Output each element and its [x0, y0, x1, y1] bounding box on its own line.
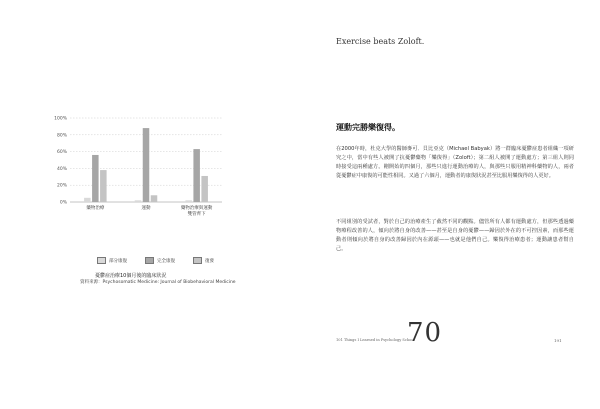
chart-source: 資料來源：Psychosomatic Medicine: Journal of Biobehavioral Medicine — [80, 280, 236, 285]
y-tick-label: 40% — [56, 166, 67, 172]
bar — [92, 155, 99, 202]
bar — [100, 170, 107, 202]
legend-item-relapse — [193, 257, 214, 264]
legend-item-partial — [97, 257, 127, 264]
legend-label-full: 完全康復 — [157, 258, 175, 264]
y-tick-label: 20% — [56, 183, 67, 189]
book-title-footer: 101 Things I Learned in Psychology School — [336, 338, 415, 342]
chart-caption: 憂鬱症治療10個月後的臨床狀況 — [95, 273, 167, 279]
bar — [185, 200, 192, 202]
section-title: 運動完勝樂復得。 — [336, 123, 400, 132]
bar — [84, 198, 91, 202]
bar — [151, 195, 158, 202]
y-tick-label: 100% — [54, 116, 67, 122]
legend-swatch-full — [145, 257, 154, 264]
category-label: 運動 — [141, 206, 151, 211]
page-number: 191 — [554, 338, 562, 343]
legend-label-partial: 部分康復 — [109, 258, 127, 264]
bar — [143, 128, 150, 202]
bar — [193, 149, 200, 202]
legend-swatch-relapse — [193, 257, 202, 264]
page-headline: Exercise beats Zoloft. — [336, 37, 425, 46]
legend-item-full — [145, 257, 175, 264]
y-tick-label: 60% — [56, 150, 67, 156]
chart-legend — [97, 257, 214, 264]
bar — [135, 200, 142, 202]
category-label: 雙管齊下 — [187, 212, 206, 217]
bar-chart — [54, 110, 235, 245]
legend-label-relapse: 復發 — [205, 258, 214, 264]
body-paragraph-2: 不同組別的受試者，對於自己的治療產生了截然不同的觀點。儘管所有人都有運動處方，但那些透過藥物療程改善的人，傾向於將自身的改善——甚至是自身的憂鬱——歸因於外在的不可控因素，而那些運動者則傾向於將自身的改善歸因於內在源頭——也就是他們自己。樂復得治療患者；運動讓患者幫自己。 — [336, 219, 574, 252]
legend-swatch-partial — [97, 257, 106, 264]
category-label: 藥物治療 — [86, 206, 105, 211]
right-page — [300, 0, 600, 409]
entry-number: 70 — [407, 318, 443, 348]
y-tick-label: 80% — [56, 133, 67, 139]
bar — [201, 176, 208, 202]
y-tick-label: 0% — [59, 200, 67, 206]
body-paragraph-1: 在2000年時，杜克大學的醫師麥可．貝比亞克（Michael Babyak）將一群臨床憂鬱症患者組織一項研究之中，當中有些人被開了抗憂鬱藥物「樂復得」（Zoloft）；第二組人被開了運動處方；第三組人則同時接受這兩種處方。剛開始的四個月，那些只進行運動治療的人，與那些只服用精神科藥物的人，兩者從憂鬱症中康復的可能性相同。又過了六個月，運動者的康復狀況甚至比服用樂復得的人更好。 — [336, 146, 574, 179]
category-label: 藥物治療與運動 — [180, 206, 213, 211]
